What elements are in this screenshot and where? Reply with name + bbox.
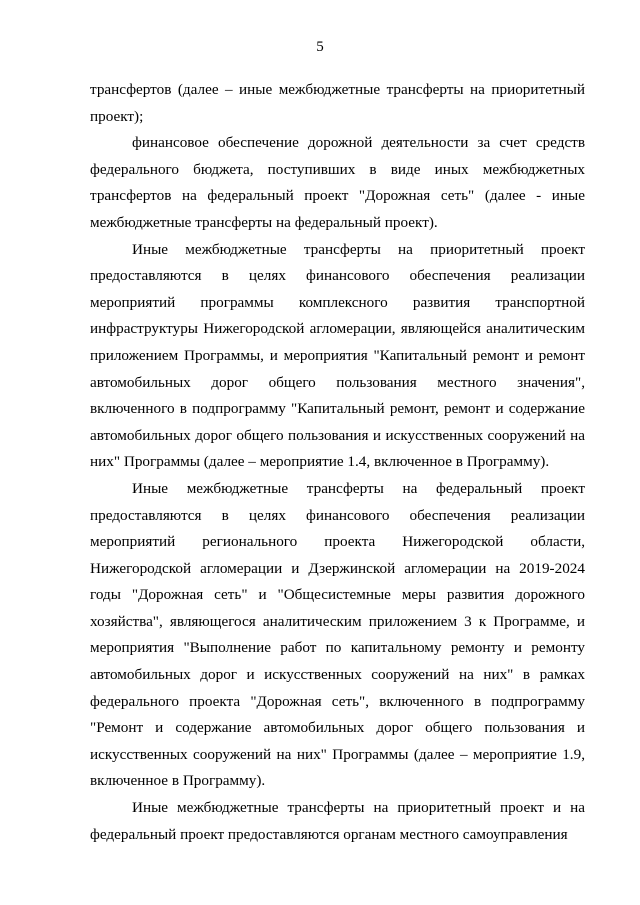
paragraph-continuation: трансфертов (далее – иные межбюджетные трансферты на приоритетный проект); xyxy=(90,81,585,125)
document-body xyxy=(90,77,585,848)
paragraph-federal-financing: финансовое обеспечение дорожной деятельности за счет средств федерального бюджета, поступивших в виде иных межбюджетных трансфертов на федеральный проект "Дорожная сеть" (далее - иные межбюджетные трансферты на федеральный проект). xyxy=(90,134,585,231)
page-number: 5 xyxy=(316,39,324,55)
paragraph-federal-project-transfers: Иные межбюджетные трансферты на федеральный проект предоставляются в целях финансового обеспечения реализации мероприятий регионального проекта Нижегородской области, Нижегородской агломерации и Дзержинской агломерации на 2019-2024 годы "Дорожная сеть" и "Общесистемные меры развития дорожного хозяйства", являющегося аналитическим приложением 3 к Программе, и мероприятия "Выполнение работ по капитальному ремонту и ремонту автомобильных дорог и искусственных сооружений на них" в рамках федерального проекта "Дорожная сеть", включенного в подпрограмму "Ремонт и содержание автомобильных дорог общего пользования и искусственных сооружений на них" Программы (далее – мероприятие 1.9, включенное в Программу). xyxy=(90,479,585,790)
paragraph-local-government: Иные межбюджетные трансферты на приоритетный проект и на федеральный проект предоставляются органам местного самоуправления xyxy=(90,799,585,843)
paragraph-priority-project-transfers: Иные межбюджетные трансферты на приоритетный проект предоставляются в целях финансового обеспечения реализации мероприятий программы комплексного развития транспортной инфраструктуры Нижегородской агломерации, являющейся аналитическим приложением Программы, и мероприятия "Капитальный ремонт и ремонт автомобильных дорог общего пользования местного значения", включенного в подпрограмму "Капитальный ремонт, ремонт и содержание автомобильных дорог общего пользования и искусственных сооружений на них" Программы (далее – мероприятие 1.4, включенное в Программу). xyxy=(90,240,585,471)
